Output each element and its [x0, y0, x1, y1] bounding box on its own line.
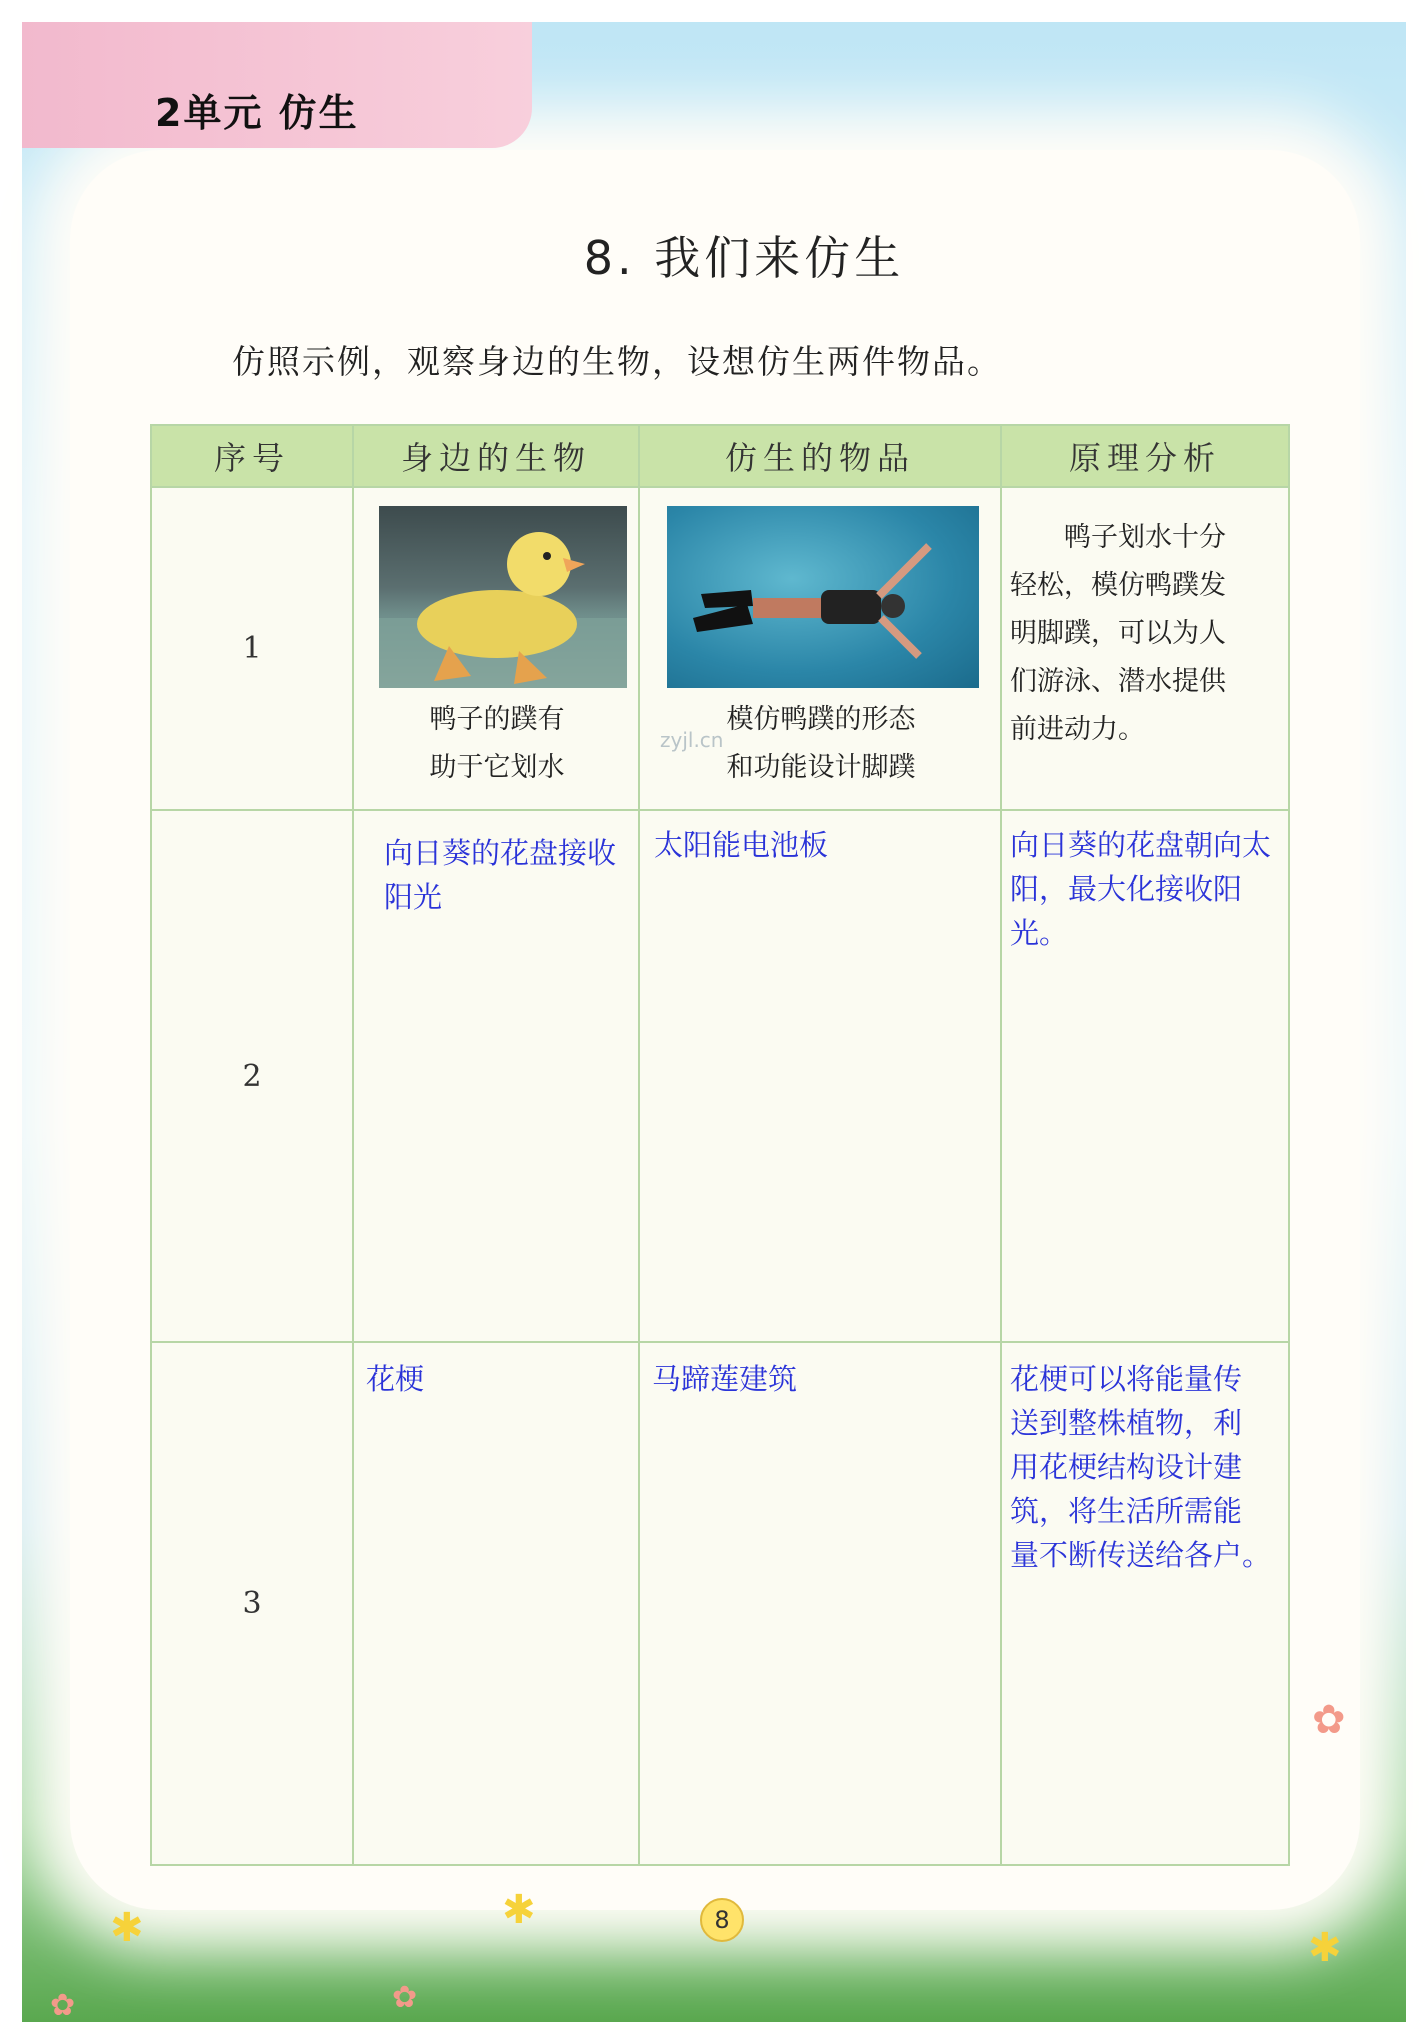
header-analysis: 原理分析: [1001, 425, 1289, 487]
answer-line: 向日葵的花盘朝向太: [1010, 828, 1272, 862]
answer-line: 用花梗结构设计建: [1010, 1450, 1243, 1484]
analysis-line: 鸭子划水十分: [1064, 522, 1226, 553]
organism-answer: [353, 810, 639, 1342]
answer-line: 花梗: [366, 1362, 425, 1396]
flower-icon: ✱: [1308, 1925, 1342, 1971]
header-organism: 身边的生物: [353, 425, 639, 487]
analysis-cell: [1001, 487, 1289, 810]
table-row: [151, 1342, 1289, 1865]
analysis-line: 们游泳、潜水提供: [1010, 666, 1226, 697]
analysis-answer: [1001, 1342, 1289, 1865]
table-row: [151, 487, 1289, 810]
header-product: 仿生的物品: [639, 425, 1001, 487]
lesson-title: 8. 我们来仿生: [583, 231, 905, 285]
organism-cell: [353, 487, 639, 810]
product-answer: [639, 1342, 1001, 1865]
answer-line: 花梗可以将能量传: [1010, 1362, 1243, 1396]
flower-icon: ✱: [502, 1887, 536, 1933]
row-index: 3: [151, 1342, 353, 1865]
table-header-row: [151, 425, 1289, 487]
caption-line: 鸭子的蹼有: [429, 704, 565, 735]
page-number: 8: [700, 1898, 744, 1942]
flower-icon: ✿: [1312, 1697, 1346, 1743]
answer-line: 量不断传送给各户。: [1010, 1538, 1272, 1572]
diver-photo: [667, 506, 979, 688]
answer-line: 马蹄莲建筑: [652, 1362, 798, 1396]
answer-line: 筑，将生活所需能: [1010, 1494, 1243, 1528]
flower-icon: ✱: [110, 1905, 144, 1951]
instruction-text: 仿照示例，观察身边的生物，设想仿生两件物品。: [232, 342, 1002, 381]
header-index: 序号: [151, 425, 353, 487]
answer-line: 太阳能电池板: [654, 828, 829, 862]
caption-line: 和功能设计脚蹼: [726, 752, 916, 783]
organism-answer: [353, 1342, 639, 1865]
product-answer: [639, 810, 1001, 1342]
caption-line: 助于它划水: [429, 752, 565, 783]
analysis-line: 明脚蹼，可以为人: [1010, 618, 1226, 649]
answer-line: 阳光: [384, 880, 443, 914]
table-row: [151, 810, 1289, 1342]
analysis-answer: [1001, 810, 1289, 1342]
row-index: 1: [151, 487, 353, 810]
answer-line: 送到整株植物，利: [1010, 1406, 1243, 1440]
flower-icon: ✿: [392, 1980, 418, 2015]
product-cell: [639, 487, 1001, 810]
duck-photo: [379, 506, 627, 688]
analysis-line: 轻松，模仿鸭蹼发: [1010, 570, 1226, 601]
flower-icon: ✿: [50, 1988, 76, 2023]
bionics-table: [150, 424, 1290, 1866]
organism-caption: [355, 696, 639, 792]
unit-label: 2单元 仿生: [155, 91, 359, 135]
answer-line: 向日葵的花盘接收: [384, 836, 617, 870]
row-index: 2: [151, 810, 353, 1342]
answer-line: 阳，最大化接收阳光。: [1010, 872, 1243, 950]
watermark: zyjl.cn: [660, 728, 724, 752]
analysis-line: 前进动力。: [1010, 714, 1145, 745]
caption-line: 模仿鸭蹼的形态: [726, 704, 916, 735]
